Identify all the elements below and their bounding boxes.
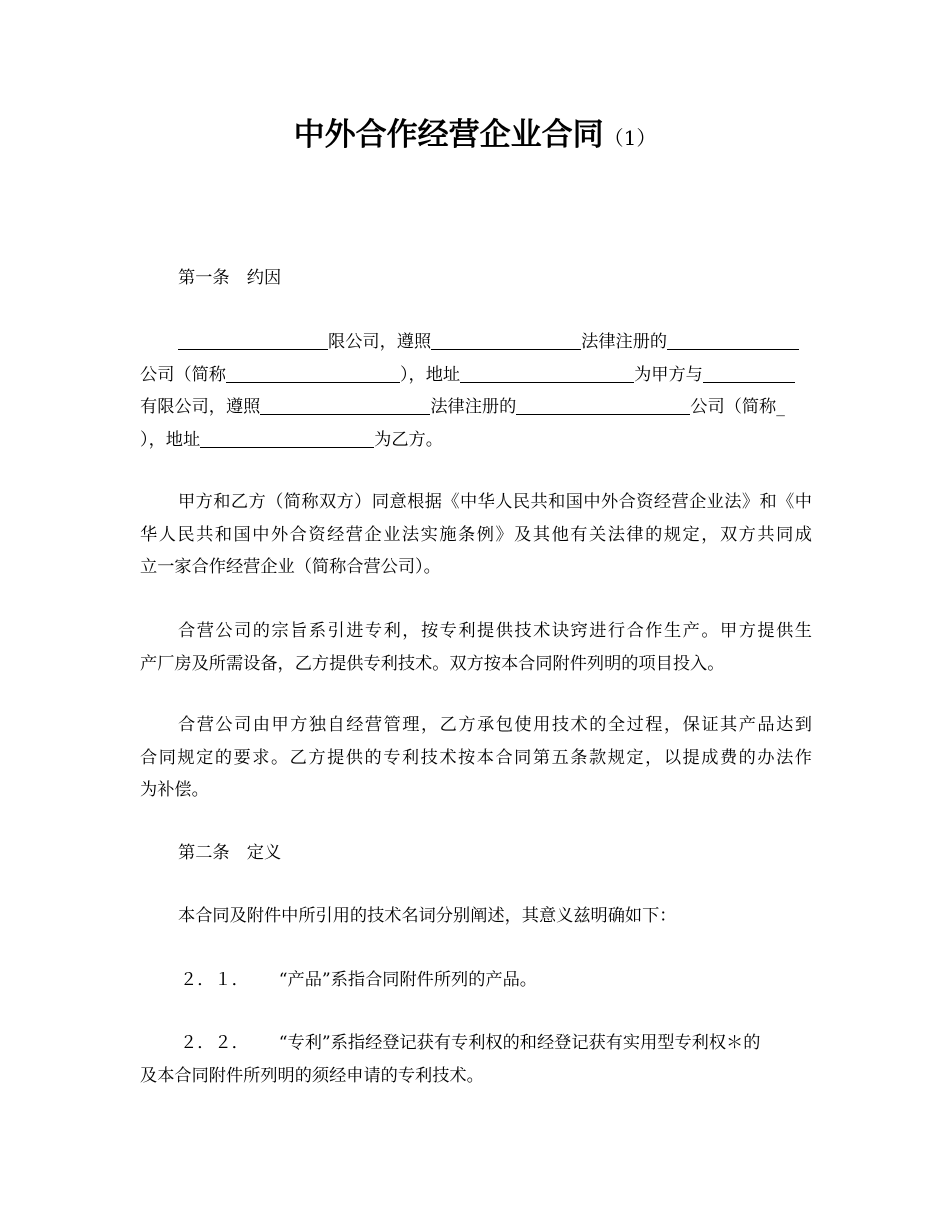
item-text: “产品”系指合同附件所列的产品。 — [278, 970, 537, 990]
blank-field — [226, 362, 400, 383]
item-number: ２．１． — [180, 970, 249, 990]
blank-field — [667, 329, 799, 350]
definition-item-2-1 — [140, 964, 812, 997]
title-number: （1） — [603, 126, 657, 150]
parties-line-3: 有限公司，遵照 法律注册的 公司（简称_ — [140, 391, 812, 424]
definitions-intro: 本合同及附件中所引用的技术名词分别阐述，其意义兹明确如下： — [178, 906, 677, 926]
title-text: 中外合作经营企业合同 — [293, 117, 604, 153]
blank-field — [200, 427, 374, 448]
parties-paragraph — [140, 326, 812, 456]
item-text: “专利”系指经登记获有专利权的和经登记获有实用型专利权＊的 — [278, 1033, 761, 1053]
blank-field — [431, 329, 581, 350]
definition-item-2-2: ２．２． “专利”系指经登记获有专利权的和经登记获有实用型专利权＊的 及本合同附件所列明的须经申请的专利技术。 — [140, 1033, 761, 1086]
blank-field — [516, 394, 690, 415]
paragraph-purpose: 合营公司的宗旨系引进专利，按专利提供技术诀窍进行合作生产。甲方提供生 产厂房及所需设备，乙方提供专利技术。双方按本合同附件列明的项目投入。 — [140, 621, 812, 674]
parties-line-2: 公司（简称 ），地址 为甲方与 — [140, 359, 812, 392]
article-1-heading: 第一条 约因 — [178, 268, 282, 288]
blank-field — [460, 362, 634, 383]
blank-field — [178, 329, 328, 350]
parties-line-4: ），地址 为乙方。 — [140, 424, 812, 457]
blank-field — [703, 362, 795, 383]
blank-field — [260, 394, 430, 415]
item-number: ２．２． — [180, 1033, 249, 1053]
parties-line-1: 限公司，遵照 法律注册的 — [140, 326, 812, 359]
paragraph-management: 合营公司由甲方独自经营管理，乙方承包使用技术的全过程，保证其产品达到 合同规定的要求。乙方提供的专利技术按本合同第五条款规定，以提成费的办法作 为补偿。 — [140, 715, 812, 800]
paragraph-legal-basis: 甲方和乙方（简称双方）同意根据《中华人民共和国中外合资经营企业法》和《中 华人民共和国中外合资经营企业法实施条例》及其他有关法律的规定，双方共同成 立一家合作经营企业（简称合营公司）。 — [140, 492, 812, 577]
document-title — [0, 112, 950, 161]
article-2-heading: 第二条 定义 — [178, 843, 282, 863]
